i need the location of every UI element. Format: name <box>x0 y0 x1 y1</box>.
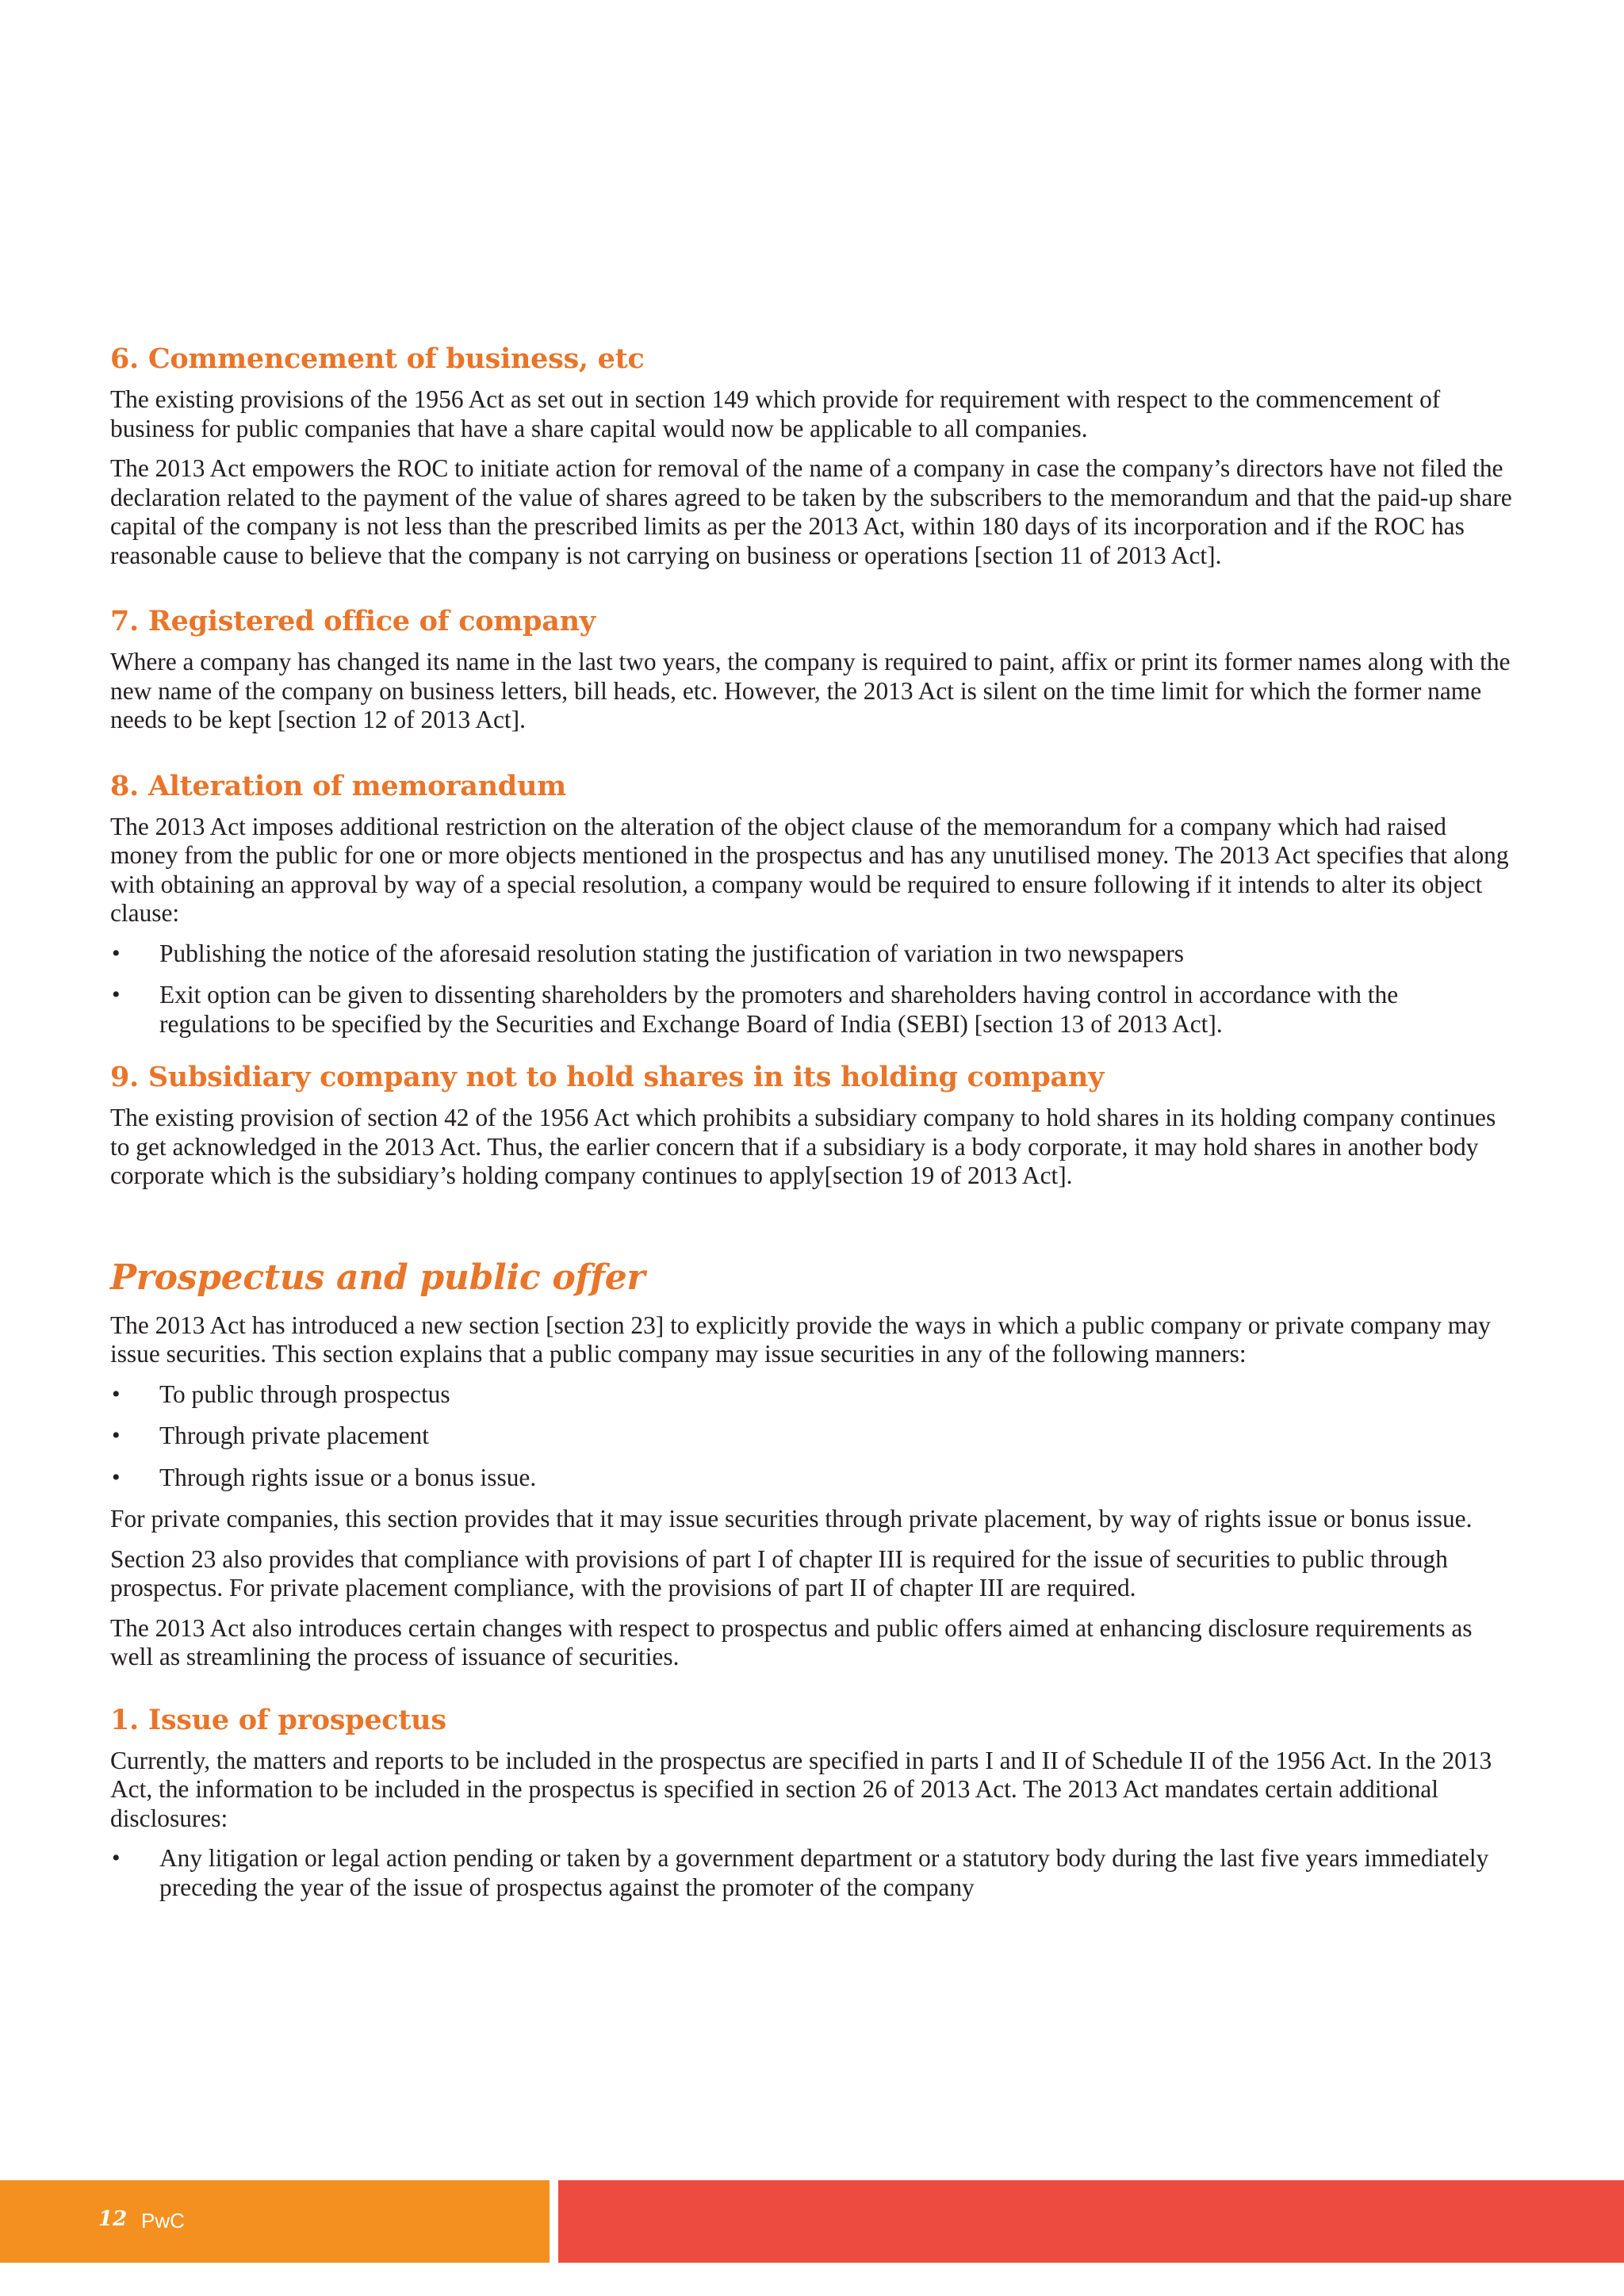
list-item <box>110 939 1514 969</box>
list-item <box>110 1422 1514 1451</box>
section-heading-commencement: 6. Commencement of business, etc <box>110 342 645 375</box>
list-item <box>110 981 1514 1039</box>
list-item-text: Any litigation or legal action pending or taken by a government department or a statutory body during the last five years immediately preceding the year of the issue of prospectus against the promoter of the company <box>159 1844 1489 1901</box>
paragraph: The 2013 Act has introduced a new section [section 23] to explicitly provide the ways in which a public company or private company may issue securities. This section explains that a public company may issue securities in any of the following manners: <box>110 1311 1491 1368</box>
paragraph: The existing provision of section 42 of the 1956 Act which prohibits a subsidiary company to hold shares in its holding company continues to get acknowledged in the 2013 Act. Thus, the earlier concern that if a subsidiary is a body corporate, it may hold shares in another body corporate which is the subsidiary’s holding company continues to apply[section 19 of 2013 Act]. <box>110 1104 1496 1189</box>
section-heading-issue-of-prospectus: 1. Issue of prospectus <box>110 1703 446 1736</box>
footer-band-orange <box>0 2180 550 2263</box>
bullet-list <box>110 939 1514 1039</box>
paragraph: The existing provisions of the 1956 Act as set out in section 149 which provide for requirement with respect to the commencement of business for public companies that have a share capital would now be applicable to all companies. <box>110 385 1441 442</box>
section-heading-subsidiary: 9. Subsidiary company not to hold shares in its holding company <box>110 1061 1105 1093</box>
paragraph: Where a company has changed its name in the last two years, the company is required to paint, affix or print its former names along with the new name of the company on business letters, bill heads, etc. However, the 2013 Act is silent on the time limit for which the former name needs to be kept [section 12 of 2013 Act]. <box>110 648 1511 733</box>
page-content <box>110 341 1514 1915</box>
list-item-text: Through private placement <box>159 1422 429 1449</box>
list-item <box>110 1380 1514 1410</box>
paragraph: The 2013 Act empowers the ROC to initiate action for removal of the name of a company in case the company’s directors have not filed the declaration related to the payment of the value of shares agreed to be taken by the subscribers to the memorandum and that the paid-up share capital of the company is not less than the prescribed limits as per the 2013 Act, within 180 days of its incorporation and if the ROC has reasonable cause to believe that the company is not carrying on business or operations [section 11 of 2013 Act]. <box>110 454 1512 569</box>
brand-name: PwC <box>141 2209 185 2233</box>
section-heading-alteration: 8. Alteration of memorandum <box>110 769 566 802</box>
bullet-icon: • <box>112 982 121 1008</box>
paragraph: Currently, the matters and reports to be included in the prospectus are specified in parts I and II of Schedule II of the 1956 Act. In the 2013 Act, the information to be included in the prospectus is specified in section 26 of 2013 Act. The 2013 Act mandates certain additional disclosures: <box>110 1746 1492 1832</box>
bullet-icon: • <box>112 1845 121 1871</box>
bullet-icon: • <box>112 1464 121 1490</box>
paragraph: Section 23 also provides that compliance with provisions of part I of chapter III is required for the issue of securities to public through prospectus. For private placement compliance, with the provisions of part II of chapter III are required. <box>110 1544 1448 1601</box>
paragraph: The 2013 Act imposes additional restriction on the alteration of the object clause of the memorandum for a company which had raised money from the public for one or more objects mentioned in the prospectus and has any unutilised money. The 2013 Act specifies that along with obtaining an approval by way of a special resolution, a company would be required to ensure following if it intends to alter its object clause: <box>110 812 1509 927</box>
list-item-text: To public through prospectus <box>159 1380 450 1408</box>
list-item <box>110 1464 1514 1493</box>
paragraph: The 2013 Act also introduces certain changes with respect to prospectus and public offers aimed at enhancing disclosure requirements as well as streamlining the process of issuance of securities. <box>110 1613 1473 1670</box>
chapter-heading-prospectus: Prospectus and public offer <box>110 1257 645 1298</box>
footer-band-red <box>558 2180 1624 2263</box>
page-footer <box>0 2180 1624 2263</box>
bullet-list <box>110 1844 1514 1902</box>
list-item-text: Exit option can be given to dissenting shareholders by the promoters and shareholders having control in accordance with the regulations to be specified by the Securities and Exchange Board of India (SEBI) [section 13 of 2013 Act]. <box>159 981 1399 1038</box>
list-item <box>110 1844 1514 1902</box>
paragraph: For private companies, this section provides that it may issue securities through private placement, by way of rights issue or bonus issue. <box>110 1505 1473 1533</box>
section-heading-registered-office: 7. Registered office of company <box>110 605 596 637</box>
bullet-list <box>110 1380 1514 1493</box>
bullet-icon: • <box>112 939 121 966</box>
list-item-text: Publishing the notice of the aforesaid resolution stating the justification of variation in two newspapers <box>159 939 1184 967</box>
bullet-icon: • <box>112 1422 121 1448</box>
page-number: 12 <box>98 2207 128 2231</box>
bullet-icon: • <box>112 1380 121 1407</box>
list-item-text: Through rights issue or a bonus issue. <box>159 1463 537 1491</box>
